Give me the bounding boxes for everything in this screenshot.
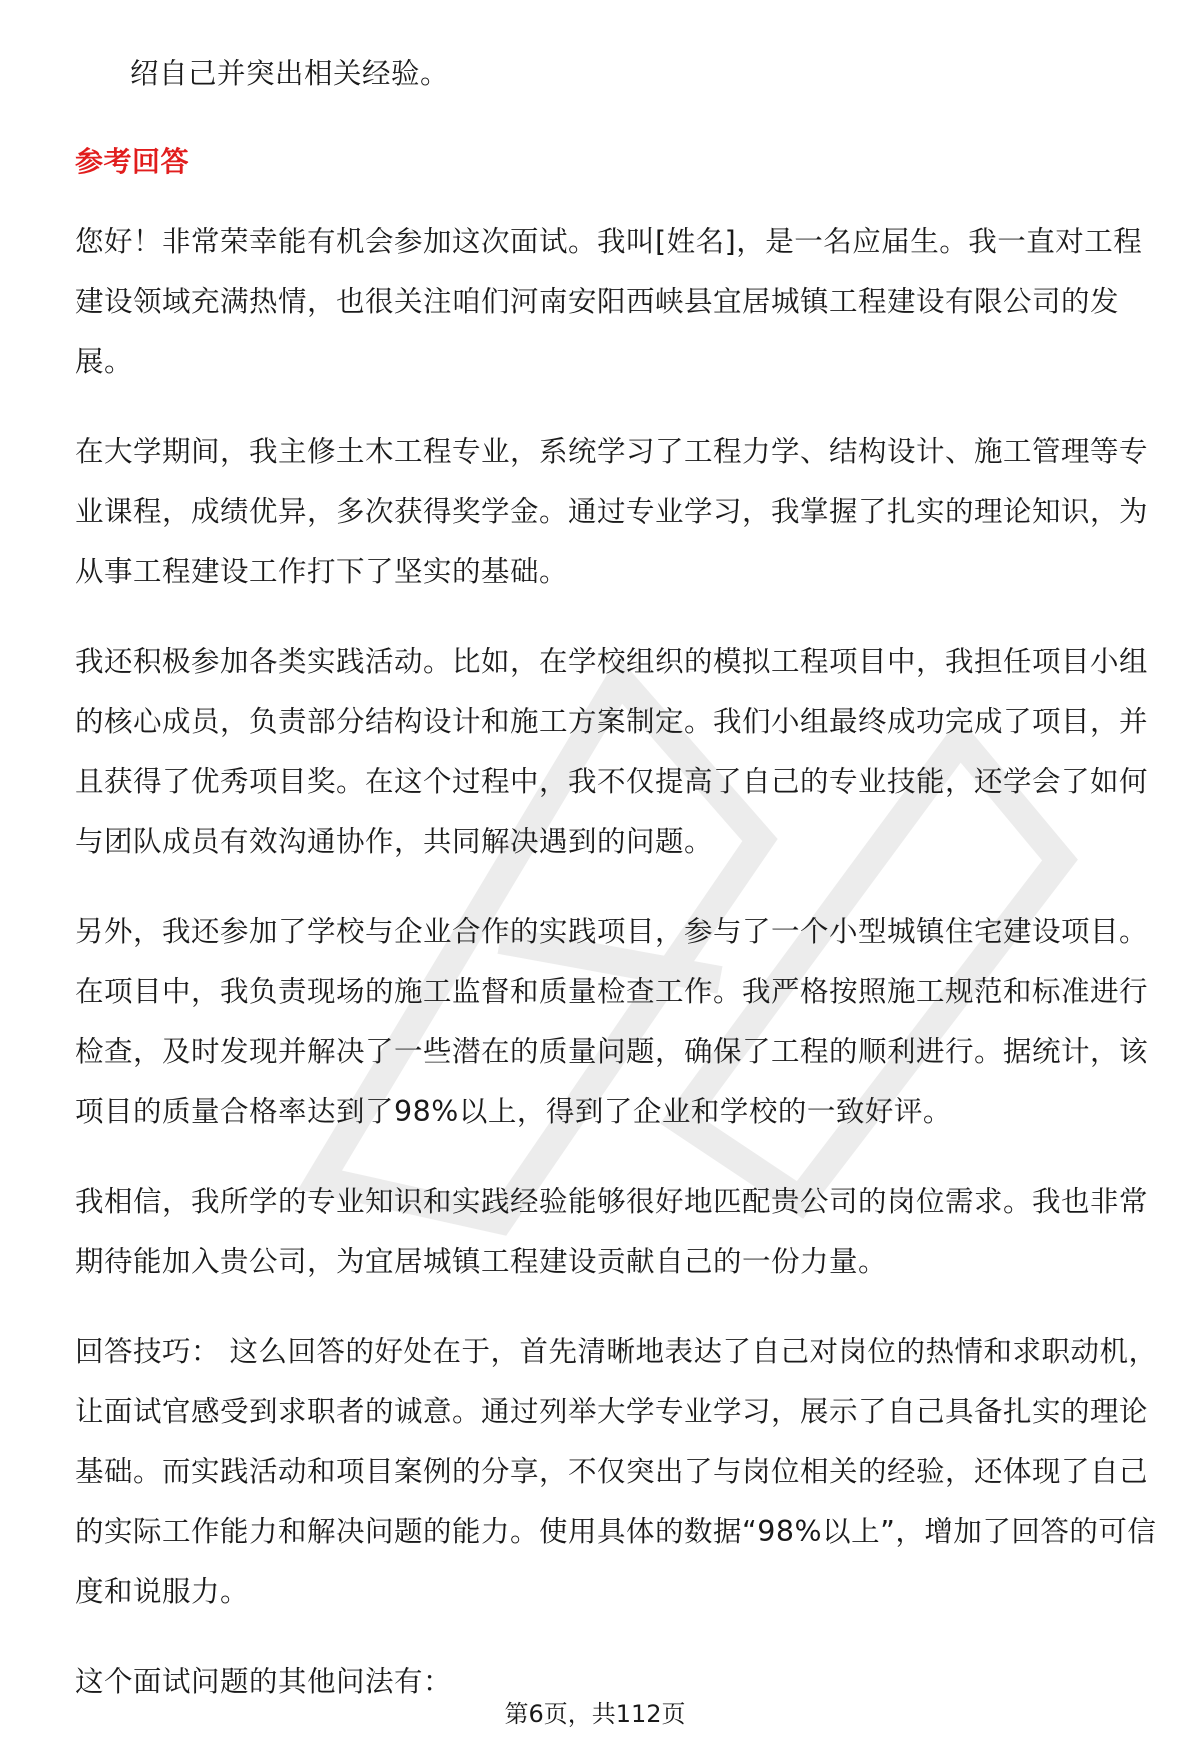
- paragraph-1: 您好！非常荣幸能有机会参加这次面试。我叫[姓名]，是一名应届生。我一直对工程建设领域充满热情，也很关注咱们河南安阳西峡县宜居城镇工程建设有限公司的发展。: [75, 225, 1143, 378]
- section-heading: 参考回答: [75, 145, 190, 178]
- page-number: 第6页，共112页: [504, 1700, 686, 1728]
- paragraph-2: 在大学期间，我主修土木工程专业，系统学习了工程力学、结构设计、施工管理等专业课程，成绩优异，多次获得奖学金。通过专业学习，我掌握了扎实的理论知识，为从事工程建设工作打下了坚实的基础。: [75, 435, 1149, 588]
- paragraph-3: 我还积极参加各类实践活动。比如，在学校组织的模拟工程项目中，我担任项目小组的核心成员，负责部分结构设计和施工方案制定。我们小组最终成功完成了项目，并且获得了优秀项目奖。在这个过程中，我不仅提高了自己的专业技能，还学会了如何与团队成员有效沟通协作，共同解决遇到的问题。: [75, 645, 1149, 858]
- intro-tail-text: 绍自己并突出相关经验。: [130, 57, 450, 90]
- paragraph-4: 另外，我还参加了学校与企业合作的实践项目，参与了一个小型城镇住宅建设项目。在项目中，我负责现场的施工监督和质量检查工作。我严格按照施工规范和标准进行检查，及时发现并解决了一些潜在的质量问题，确保了工程的顺利进行。据统计，该项目的质量合格率达到了98%以上，得到了企业和学校的一致好评。: [75, 915, 1149, 1128]
- other-phrasings-label: 这个面试问题的其他问法有：: [75, 1665, 453, 1698]
- answer-tips: 回答技巧： 这么回答的好处在于，首先清晰地表达了自己对岗位的热情和求职动机，让面试官感受到求职者的诚意。通过列举大学专业学习，展示了自己具备扎实的理论基础。而实践活动和项目案例的分享，不仅突出了与岗位相关的经验，还体现了自己的实际工作能力和解决问题的能力。使用具体的数据“98%以上”，增加了回答的可信度和说服力。: [75, 1335, 1158, 1608]
- document-body: [75, 44, 1160, 1712]
- paragraph-5: 我相信，我所学的专业知识和实践经验能够很好地匹配贵公司的岗位需求。我也非常期待能加入贵公司，为宜居城镇工程建设贡献自己的一份力量。: [75, 1185, 1149, 1278]
